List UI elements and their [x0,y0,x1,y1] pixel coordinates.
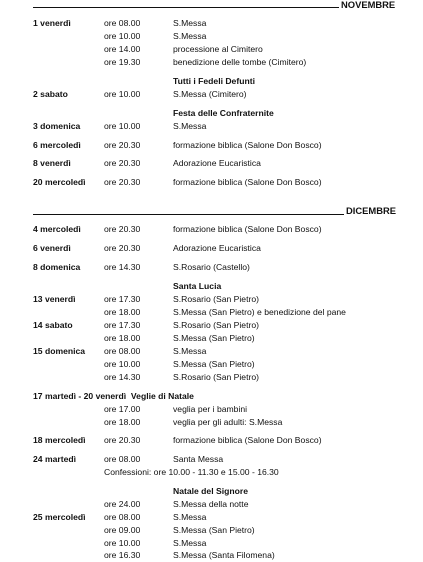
event-label: formazione biblica (Salone Don Bosco) [173,140,322,150]
time-label: ore 18.00 [104,417,141,427]
event-label: S.Messa [173,538,207,548]
day-label: 25 mercoledì [33,512,86,522]
event-label: S.Messa [173,346,207,356]
day-label: 3 domenica [33,121,81,131]
time-label: ore 20.30 [104,435,141,445]
feast-heading: Santa Lucia [173,281,222,291]
time-label: ore 19.30 [104,57,141,67]
event-label: benedizione delle tombe (Cimitero) [173,57,307,67]
event-label: S.Messa [173,121,207,131]
time-label: ore 10.00 [104,31,141,41]
time-label: ore 20.30 [104,243,141,253]
day-label: 2 sabato [33,89,68,99]
event-label: S.Messa (San Pietro) e benedizione del pane [173,307,346,317]
day-label: 13 venerdì [33,294,76,304]
event-label: S.Rosario (San Pietro) [173,320,259,330]
feast-heading: Festa delle Confraternite [173,108,274,118]
event-label: S.Messa (Cimitero) [173,89,247,99]
day-label: 8 domenica [33,262,81,272]
time-label: ore 08.00 [104,512,141,522]
day-label: 24 martedì [33,454,76,464]
feast-heading: Natale del Signore [173,486,248,496]
time-label: ore 10.00 [104,359,141,369]
event-label: S.Messa [173,31,207,41]
event-label: S.Rosario (San Pietro) [173,372,259,382]
day-label: 6 mercoledì [33,140,81,150]
day-label: 20 mercoledì [33,177,86,187]
event-label: S.Messa (San Pietro) [173,333,255,343]
feast-heading: Tutti i Fedeli Defunti [173,76,255,86]
month-title-december: DICEMBRE [346,205,397,216]
event-label: veglia per gli adulti: S.Messa [173,417,283,427]
day-label: 1 venerdì [33,18,71,28]
time-label: ore 14.00 [104,44,141,54]
time-label: ore 18.00 [104,333,141,343]
event-label: S.Messa della notte [173,499,249,509]
time-label: ore 10.00 [104,121,141,131]
confessions-note: Confessioni: ore 10.00 - 11.30 e 15.00 - 16.30 [104,467,279,477]
day-label: 6 venerdì [33,243,71,253]
day-label: 15 domenica [33,346,86,356]
event-label: S.Messa [173,18,207,28]
event-label: S.Messa [173,512,207,522]
time-label: ore 10.00 [104,538,141,548]
event-label: S.Messa (San Pietro) [173,525,255,535]
event-label: formazione biblica (Salone Don Bosco) [173,177,322,187]
time-label: ore 14.30 [104,262,141,272]
event-label: formazione biblica (Salone Don Bosco) [173,224,322,234]
time-label: ore 24.00 [104,499,141,509]
event-label: Adorazione Eucaristica [173,158,261,168]
event-label: S.Rosario (San Pietro) [173,294,259,304]
event-label: processione al Cimitero [173,44,263,54]
december-rule [33,214,344,215]
event-label: S.Messa (Santa Filomena) [173,550,275,560]
time-label: ore 08.00 [104,454,141,464]
november-rule [33,7,339,8]
time-label: ore 18.00 [104,307,141,317]
time-label: ore 17.30 [104,294,141,304]
time-label: ore 14.30 [104,372,141,382]
time-label: ore 17.00 [104,404,141,414]
event-label: S.Messa (San Pietro) [173,359,255,369]
time-label: ore 09.00 [104,525,141,535]
time-label: ore 20.30 [104,224,141,234]
event-label: formazione biblica (Salone Don Bosco) [173,435,322,445]
time-label: ore 08.00 [104,18,141,28]
day-label: 14 sabato [33,320,73,330]
time-label: ore 20.30 [104,140,141,150]
time-label: ore 08.00 [104,346,141,356]
time-label: ore 20.30 [104,158,141,168]
event-label: Adorazione Eucaristica [173,243,261,253]
day-label: 4 mercoledì [33,224,81,234]
time-label: ore 20.30 [104,177,141,187]
event-label: S.Rosario (Castello) [173,262,250,272]
time-label: ore 10.00 [104,89,141,99]
month-title-november: NOVEMBRE [341,0,396,10]
day-label: 18 mercoledì [33,435,86,445]
event-label: Santa Messa [173,454,224,464]
time-label: ore 16.30 [104,550,141,560]
day-label: 8 venerdì [33,158,71,168]
day-range-heading: 17 martedì - 20 venerdì Veglie di Natale [33,391,194,401]
event-label: veglia per i bambini [173,404,248,414]
time-label: ore 17.30 [104,320,141,330]
